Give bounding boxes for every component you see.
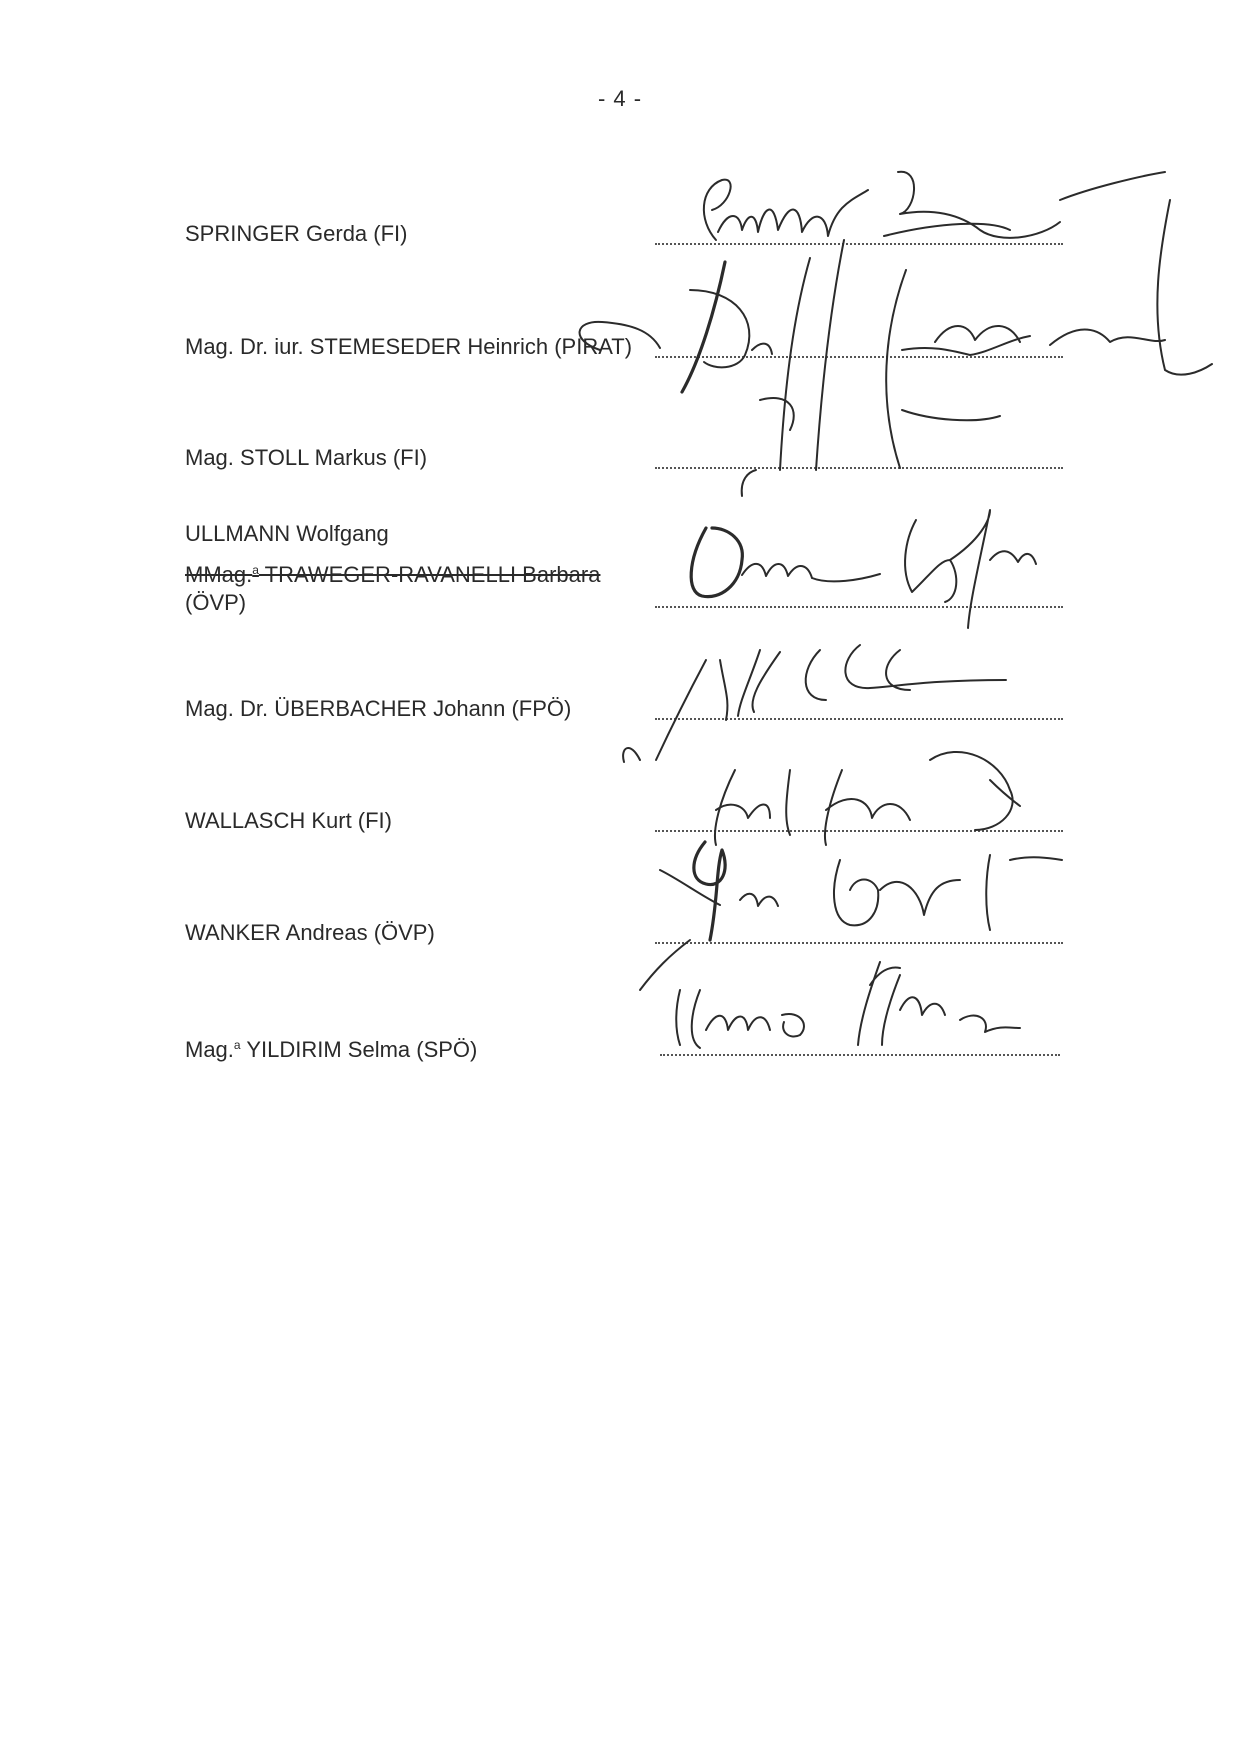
signatory-name-stemeseder: Mag. Dr. iur. STEMESEDER Heinrich (PIRAT) [185, 334, 633, 359]
signatory-name-springer: SPRINGER Gerda (FI) [185, 221, 408, 246]
signature-line-ullmann [655, 606, 1063, 608]
signature-line-ueberbacher [655, 718, 1063, 720]
signature-line-wallasch [655, 830, 1063, 832]
signatory-name-ullmann: ULLMANN Wolfgang [185, 521, 389, 546]
signatory-party-ullmann: (ÖVP) [185, 590, 247, 615]
signature-ueberbacher [623, 645, 1006, 762]
signature-ullmann [691, 470, 1036, 628]
signature-line-yildirim [660, 1054, 1060, 1056]
signatory-name-yildirim: Mag.$^a$ YILDIRIM Selma (SPÖ) [185, 1037, 478, 1062]
signatory-name-wanker: WANKER Andreas (ÖVP) [185, 920, 435, 945]
page-number: - 4 - [597, 86, 643, 111]
signature-line-wanker [655, 942, 1063, 944]
struck-name-traweger: MMag.$^a$ TRAWEGER-RAVANELLI Barbara [185, 562, 601, 587]
signature-line-stemeseder [655, 356, 1063, 358]
signature-line-springer [655, 243, 1063, 245]
signature-wanker [640, 842, 1062, 990]
signature-yildirim [676, 962, 1020, 1048]
signature-line-stoll [655, 467, 1063, 469]
signatory-name-wallasch: WALLASCH Kurt (FI) [185, 808, 392, 833]
signatory-name-stoll: Mag. STOLL Markus (FI) [185, 445, 428, 470]
signature-stemeseder [580, 200, 1212, 470]
signatory-name-ueberbacher: Mag. Dr. ÜBERBACHER Johann (FPÖ) [185, 696, 572, 721]
signature-springer [704, 172, 1165, 240]
